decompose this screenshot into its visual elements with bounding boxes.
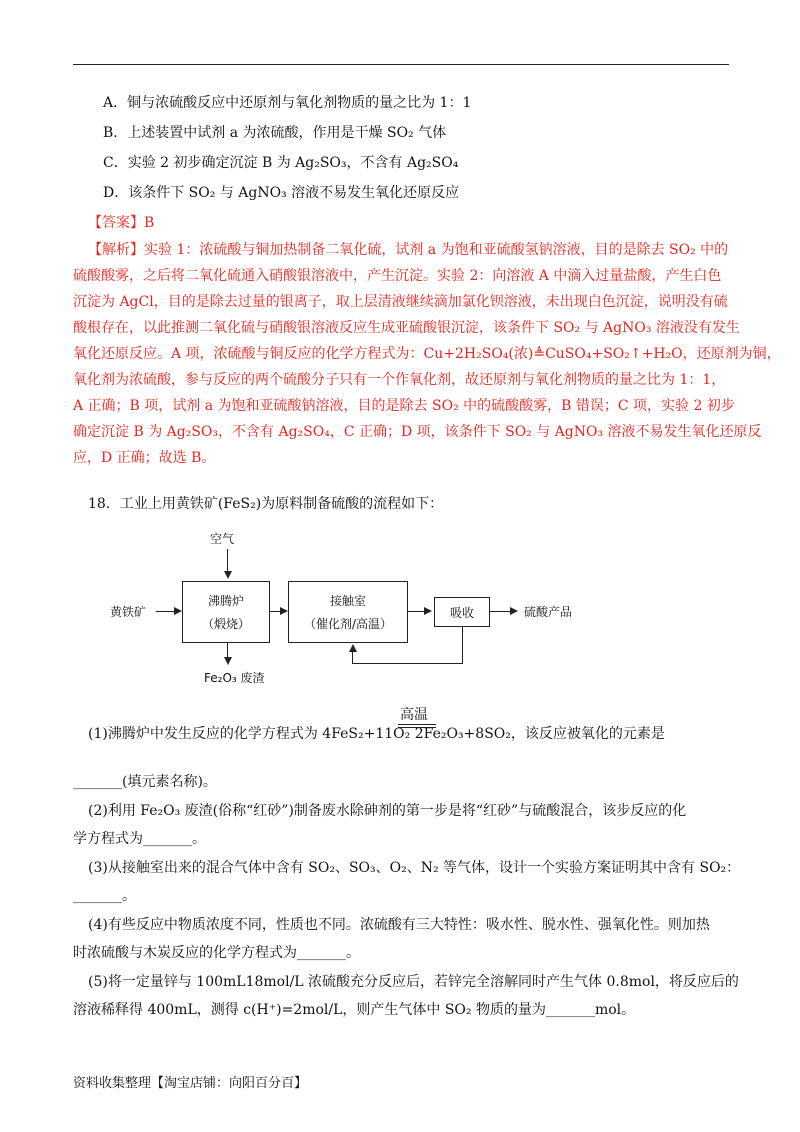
answer-label: 【答案】B	[88, 215, 155, 231]
analysis-line: 沉淀为 AgCl，目的是除去过量的银离子，取上层清液继续滴加氯化钡溶液，未出现白色沉淀，说明没有硫	[73, 294, 728, 310]
ore-arrow	[156, 611, 176, 612]
analysis-line: 氧化还原反应。A 项，浓硫酸与铜反应的化学方程式为：Cu+2H₂SO₄(浓)≜CuSO₄+SO₂↑+H₂O，还原剂为铜，	[73, 346, 781, 362]
waste-arrowhead	[224, 657, 232, 665]
absorb-name: 吸收	[449, 606, 474, 620]
question-part-5-blank: 溶液稀释得 400mL，测得 c(H⁺)=2mol/L，则产生气体中 SO₂ 物质的量为_______mol。	[73, 1002, 636, 1018]
option-a: A．铜与浓硫酸反应中还原剂与氧化剂物质的量之比为 1：1	[103, 95, 472, 111]
option-c: C．实验 2 初步确定沉淀 B 为 Ag₂SO₃，不含有 Ag₂SO₄	[103, 155, 459, 171]
contact-chamber-box	[288, 581, 408, 643]
question-part-3: (3)从接触室出来的混合气体中含有 SO₂、SO₃、O₂、N₂ 等气体，设计一个实验方案证明其中含有 SO₂：	[88, 860, 741, 876]
furnace-note: （煅烧）	[201, 617, 250, 631]
analysis-line: 应，D 正确；故选 B。	[73, 450, 216, 466]
furnace-name: 沸腾炉	[207, 594, 244, 608]
question-part-1-blank: _______(填元素名称)。	[73, 774, 217, 790]
product-arrowhead	[510, 607, 518, 615]
question-part-2-blank: 学方程式为_______。	[73, 831, 206, 847]
footer-note: 资料收集整理【淘宝店铺：向阳百分百】	[73, 1076, 308, 1091]
absorption-box	[434, 597, 490, 627]
product-arrow	[490, 611, 512, 612]
contact-note: （催化剂/高温）	[303, 617, 393, 631]
air-label: 空气	[210, 532, 235, 546]
reaction-condition: 高温	[400, 707, 428, 723]
option-b: B．上述装置中试剂 a 为浓硫酸，作用是干燥 SO₂ 气体	[103, 125, 447, 141]
boiling-furnace-box	[182, 581, 270, 643]
header-rule	[73, 64, 729, 65]
question-part-4: (4)有些反应中物质浓度不同，性质也不同。浓硫酸有三大特性：吸水性、脱水性、强氧化性。则加热	[88, 917, 710, 933]
question-part-4-blank: 时浓硫酸与木炭反应的化学方程式为_______。	[73, 945, 360, 961]
question-part-1: (1)沸腾炉中发生反应的化学方程式为 4FeS₂+11O₂ 2Fe₂O₃+8SO₂，该反应被氧化的元素是	[88, 726, 665, 742]
question-part-2: (2)利用 Fe₂O₃ 废渣(俗称“红砂”)制备废水除砷剂的第一步是将“红砂”与硫酸混合，该步反应的化	[88, 803, 687, 819]
recycle-line-up	[462, 627, 463, 663]
recycle-arrowhead	[349, 644, 357, 652]
contact-name: 接触室	[329, 594, 366, 608]
analysis-line: 确定沉淀 B 为 Ag₂SO₃，不含有 Ag₂SO₄，C 正确；D 项，该条件下 SO₂ 与 AgNO₃ 溶液不易发生氧化还原反	[73, 424, 762, 440]
question-part-3-blank: _______。	[73, 888, 136, 904]
ore-label: 黄铁矿	[110, 605, 147, 619]
product-label: 硫酸产品	[524, 605, 573, 619]
question-18-stem: 18．工业上用黄铁矿(FeS₂)为原料制备硫酸的流程如下：	[88, 496, 444, 512]
air-arrowhead	[224, 571, 232, 579]
analysis-line: A 正确；B 项，试剂 a 为饱和亚硫酸钠溶液，目的是除去 SO₂ 中的硫酸酸雾，B 错误；C 项，实验 2 初步	[73, 398, 735, 414]
furnace-to-contact-arrowhead	[280, 607, 288, 615]
ore-arrowhead	[174, 607, 182, 615]
waste-label: Fe₂O₃ 废渣	[204, 671, 265, 685]
analysis-line: 【解析】实验 1：浓硫酸与铜加热制备二氧化硫，试剂 a 为饱和亚硫酸氢钠溶液，目的是除去 SO₂ 中的	[88, 242, 729, 258]
air-arrow	[227, 549, 228, 573]
analysis-line: 硫酸酸雾，之后将二氧化硫通入硝酸银溶液中，产生沉淀。实验 2：向溶液 A 中滴入过量盐酸，产生白色	[73, 268, 722, 284]
analysis-line: 酸根存在，以此推测二氧化硫与硝酸银溶液反应生成亚硫酸银沉淀，该条件下 SO₂ 与 AgNO₃ 溶液没有发生	[73, 320, 740, 336]
recycle-line-left	[352, 651, 353, 664]
option-d: D．该条件下 SO₂ 与 AgNO₃ 溶液不易发生氧化还原反应	[103, 185, 460, 201]
contact-to-absorb-arrowhead	[424, 607, 432, 615]
analysis-line: 氧化剂为浓硫酸，参与反应的两个硫酸分子只有一个作氧化剂，故还原剂与氧化剂物质的量之比为 1：1，	[73, 372, 726, 388]
question-part-5: (5)将一定量锌与 100mL18mol/L 浓硫酸充分反应后，若锌完全溶解同时产生气体 0.8mol，将反应后的	[88, 974, 739, 990]
recycle-line-bottom	[352, 663, 463, 664]
process-flow-diagram	[100, 525, 620, 695]
